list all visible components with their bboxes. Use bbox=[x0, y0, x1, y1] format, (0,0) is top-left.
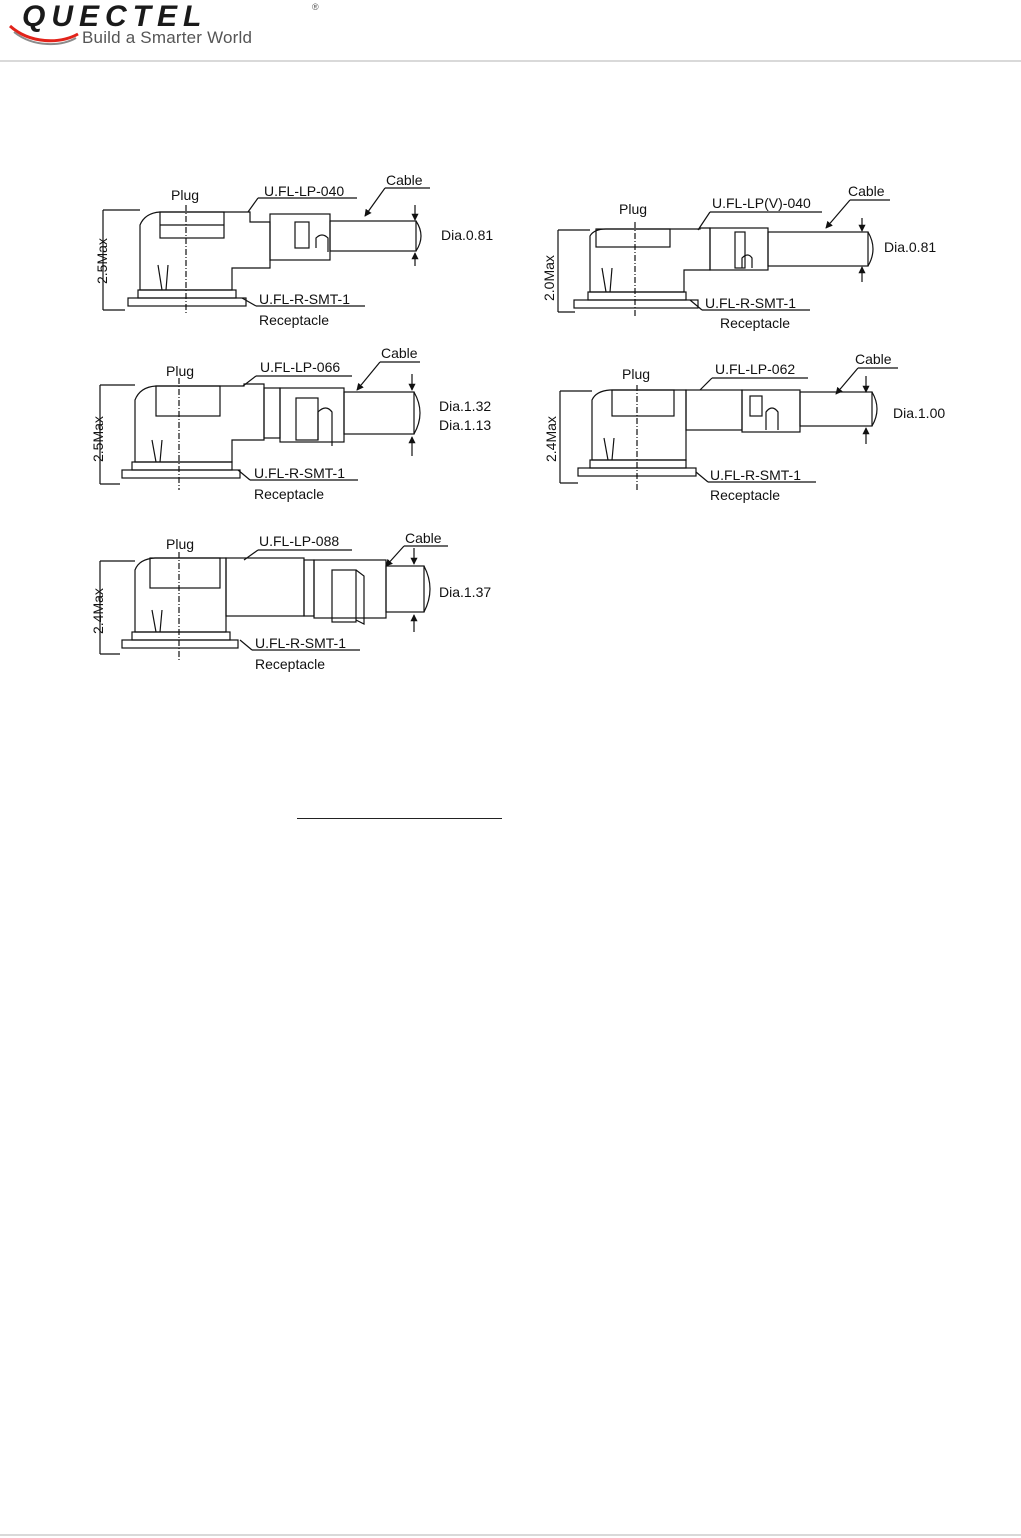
plug-label: Plug bbox=[619, 201, 648, 217]
plug-label: Plug bbox=[166, 363, 195, 379]
cable-label: Cable bbox=[386, 172, 423, 188]
diameter-label: Dia.0.81 bbox=[884, 239, 937, 255]
receptacle-part-label: U.FL-R-SMT-1 bbox=[259, 291, 350, 307]
receptacle-part-label: U.FL-R-SMT-1 bbox=[254, 465, 345, 481]
height-label: 2.5Max bbox=[94, 238, 110, 284]
receptacle-part-label: U.FL-R-SMT-1 bbox=[705, 295, 796, 311]
diameter-label: Dia.1.37 bbox=[439, 584, 492, 600]
part-label: U.FL-LP-062 bbox=[715, 361, 796, 377]
height-label: 2.0Max bbox=[541, 255, 557, 301]
height-label: 2.4Max bbox=[90, 588, 106, 634]
part-label: U.FL-LP-040 bbox=[264, 183, 345, 199]
height-label: 2.4Max bbox=[543, 416, 559, 462]
receptacle-part-label: U.FL-R-SMT-1 bbox=[255, 635, 346, 651]
cable-label: Cable bbox=[855, 351, 892, 367]
height-label: 2.5Max bbox=[90, 416, 106, 462]
receptacle-label: Receptacle bbox=[255, 656, 326, 672]
logo-brand-text: QUECTEL bbox=[22, 0, 208, 33]
receptacle-label: Receptacle bbox=[254, 486, 325, 502]
part-label: U.FL-LP-066 bbox=[260, 359, 341, 375]
diameter-label: Dia.0.81 bbox=[441, 227, 494, 243]
connector-figure bbox=[0, 0, 1021, 700]
footer-divider bbox=[0, 1534, 1021, 1536]
plug-label: Plug bbox=[166, 536, 195, 552]
receptacle-label: Receptacle bbox=[720, 315, 791, 331]
link-underline bbox=[297, 818, 502, 819]
registered-mark: ® bbox=[312, 2, 319, 12]
receptacle-part-label: U.FL-R-SMT-1 bbox=[710, 467, 801, 483]
cable-label: Cable bbox=[381, 345, 418, 361]
diameter-label: Dia.1.32 bbox=[439, 398, 492, 414]
diameter-label: Dia.1.00 bbox=[893, 405, 946, 421]
receptacle-label: Receptacle bbox=[710, 487, 781, 503]
cable-label: Cable bbox=[848, 183, 885, 199]
diameter-label: Dia.1.13 bbox=[439, 417, 492, 433]
cable-label: Cable bbox=[405, 530, 442, 546]
part-label: U.FL-LP(V)-040 bbox=[712, 195, 811, 211]
receptacle-label: Receptacle bbox=[259, 312, 330, 328]
part-label: U.FL-LP-088 bbox=[259, 533, 340, 549]
plug-label: Plug bbox=[622, 366, 651, 382]
plug-label: Plug bbox=[171, 187, 200, 203]
logo-tagline: Build a Smarter World bbox=[82, 28, 253, 47]
